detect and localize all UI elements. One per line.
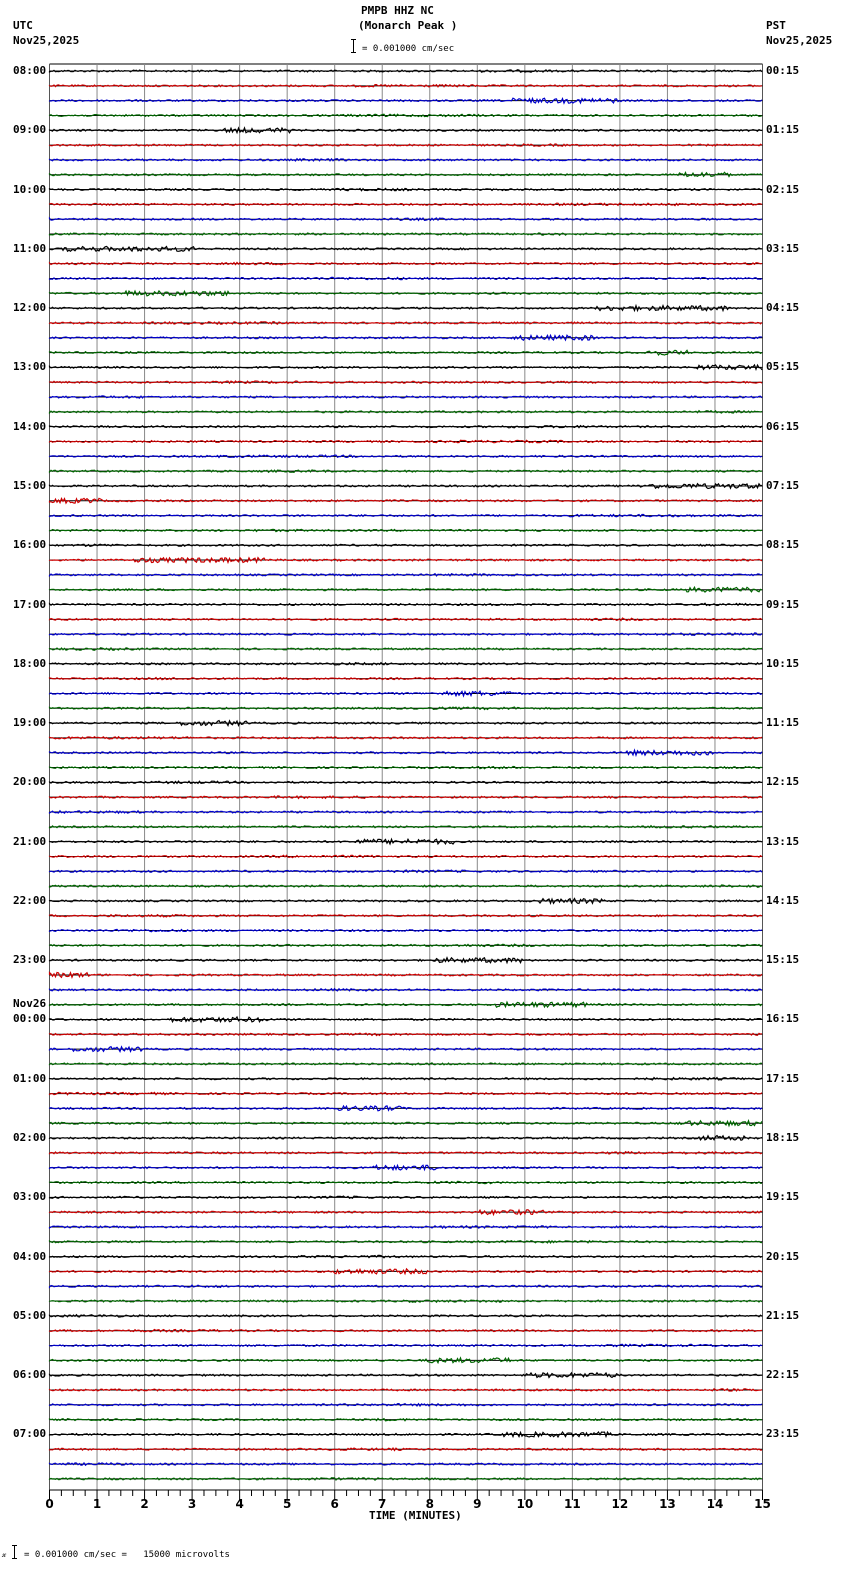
pst-hour-label: 17:15 — [766, 1071, 800, 1085]
pst-hour-label: 21:15 — [766, 1308, 800, 1322]
pst-hour-label: 10:15 — [766, 656, 800, 670]
x-tick-label: 9 — [473, 1497, 482, 1511]
pst-hour-label: 14:15 — [766, 893, 800, 907]
x-tick-label: 8 — [425, 1497, 434, 1511]
station-title: PMPB HHZ NC — [361, 4, 434, 17]
utc-hour-label: 22:00 — [13, 893, 47, 907]
x-tick-label: 7 — [378, 1497, 387, 1511]
pst-hour-label: 11:15 — [766, 716, 800, 730]
pst-hour-label: 05:15 — [766, 360, 800, 374]
footer-scale-bar-icon — [12, 1545, 17, 1559]
footer-scale-label: = 0.001000 cm/sec = 15000 microvolts — [24, 1550, 230, 1560]
pst-hour-label: 08:15 — [766, 538, 800, 552]
pst-hour-label: 03:15 — [766, 241, 800, 255]
utc-hour-label: 18:00 — [13, 656, 47, 670]
utc-hour-label: 08:00 — [13, 64, 47, 77]
utc-hour-label: 01:00 — [13, 1071, 47, 1085]
scale-label: = 0.001000 cm/sec — [362, 44, 455, 54]
x-tick-label: 1 — [92, 1497, 102, 1511]
utc-hour-label: 00:00 — [13, 1012, 47, 1026]
utc-hour-label: 14:00 — [13, 419, 47, 433]
footer-marker: 𝓍 — [2, 1550, 7, 1560]
utc-hour-label: 04:00 — [13, 1249, 47, 1263]
pst-hour-label: 04:15 — [766, 301, 800, 315]
pst-hour-label: 23:15 — [766, 1427, 800, 1441]
x-tick-label: 2 — [140, 1497, 149, 1511]
x-tick-label: 14 — [706, 1497, 724, 1511]
x-tick-label: 6 — [330, 1497, 339, 1511]
right-timezone: PST — [766, 19, 786, 32]
x-axis-title: TIME (MINUTES) — [369, 1509, 462, 1522]
pst-hour-label: 20:15 — [766, 1249, 800, 1263]
pst-hour-label: 01:15 — [766, 123, 800, 137]
utc-hour-label: 07:00 — [13, 1427, 47, 1441]
pst-hour-label: 00:15 — [766, 64, 800, 77]
pst-hour-label: 02:15 — [766, 182, 800, 196]
x-tick-label: 3 — [187, 1497, 197, 1511]
pst-hour-label: 19:15 — [766, 1190, 800, 1204]
station-location: (Monarch Peak ) — [358, 19, 458, 32]
utc-hour-label: 09:00 — [13, 123, 47, 137]
left-date: Nov25,2025 — [13, 34, 80, 47]
utc-hour-label: 15:00 — [13, 478, 47, 492]
x-tick-label: 0 — [45, 1497, 54, 1511]
pst-hour-label: 06:15 — [766, 419, 800, 433]
x-tick-label: 15 — [754, 1497, 771, 1511]
pst-hour-label: 12:15 — [766, 775, 800, 789]
pst-hour-label: 15:15 — [766, 953, 800, 967]
x-tick-label: 11 — [564, 1497, 581, 1511]
utc-hour-label: 23:00 — [13, 953, 47, 967]
x-tick-label: 12 — [611, 1497, 629, 1511]
x-tick-label: 4 — [235, 1497, 244, 1511]
x-tick-label: 10 — [516, 1497, 534, 1511]
utc-hour-label: 11:00 — [13, 241, 47, 255]
right-date: Nov25,2025 — [766, 34, 833, 47]
utc-hour-label: 16:00 — [13, 538, 47, 552]
pst-hour-label: 16:15 — [766, 1012, 800, 1026]
utc-hour-label: 12:00 — [13, 301, 47, 315]
x-tick-label: 5 — [282, 1497, 292, 1511]
x-tick-label: 13 — [659, 1497, 676, 1511]
utc-hour-label: 17:00 — [13, 597, 47, 611]
pst-hour-label: 18:15 — [766, 1131, 800, 1145]
utc-hour-label: 19:00 — [13, 716, 47, 730]
utc-hour-label: 10:00 — [13, 182, 47, 196]
utc-hour-label: 03:00 — [13, 1190, 47, 1204]
pst-hour-label: 07:15 — [766, 478, 800, 492]
pst-hour-label: 09:15 — [766, 597, 800, 611]
utc-hour-label: 13:00 — [13, 360, 47, 374]
pst-hour-label: 13:15 — [766, 834, 800, 848]
utc-hour-label: 05:00 — [13, 1308, 47, 1322]
left-timezone: UTC — [13, 19, 33, 32]
utc-hour-label: 06:00 — [13, 1368, 47, 1382]
utc-hour-label: 02:00 — [13, 1131, 47, 1145]
utc-hour-label: 21:00 — [13, 834, 47, 848]
pst-hour-label: 22:15 — [766, 1368, 800, 1382]
utc-hour-label: 20:00 — [13, 775, 47, 789]
date-change-label: Nov26 — [13, 997, 47, 1011]
